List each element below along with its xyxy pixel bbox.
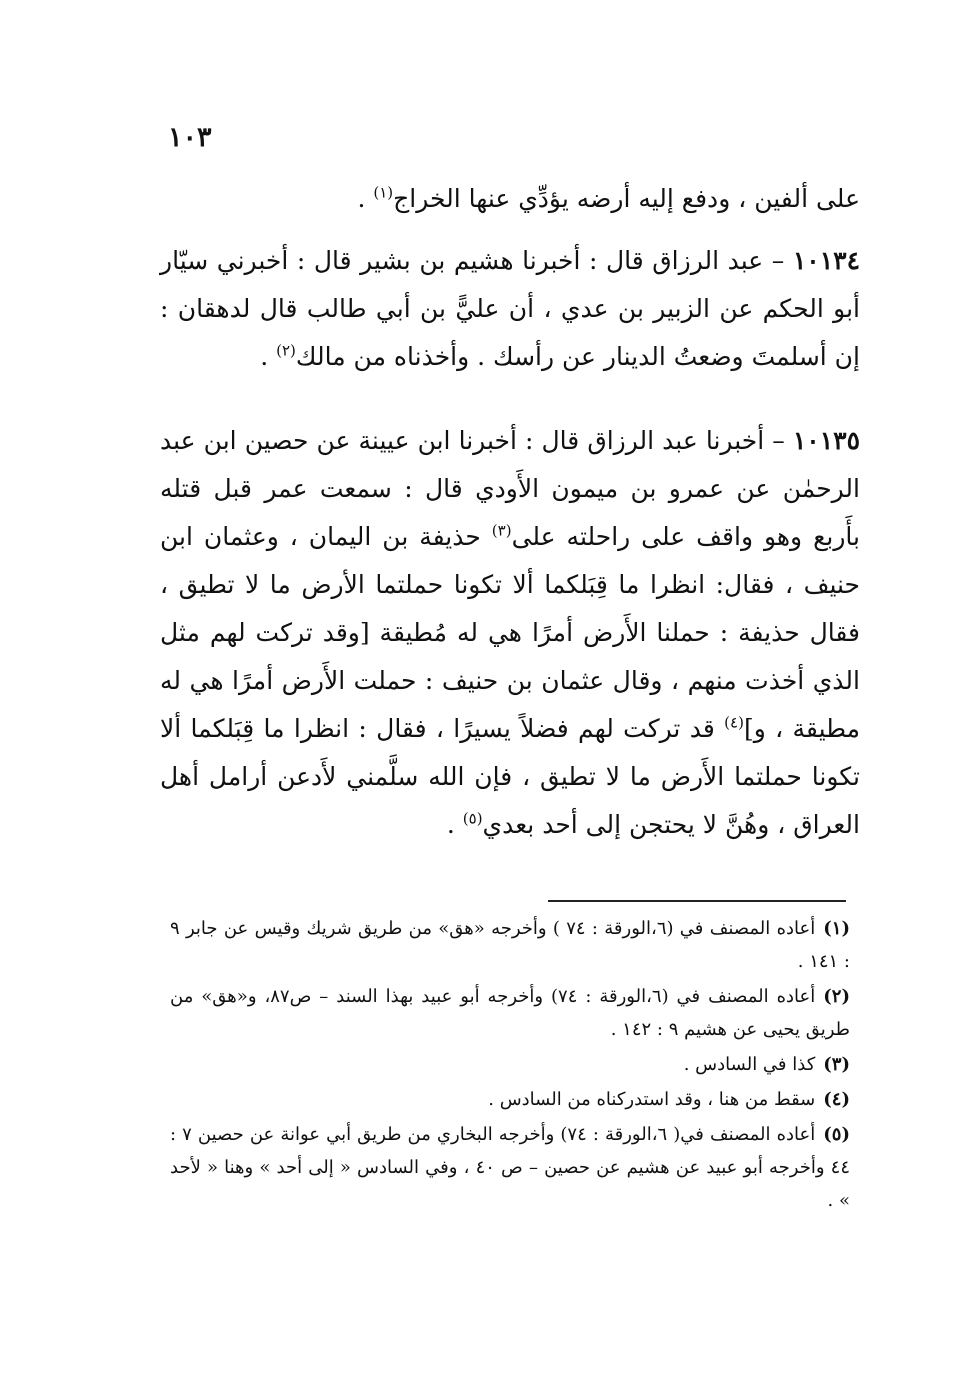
footnote-ref-2: (٢) [276,341,296,360]
footnote-ref-3: (٣) [491,521,512,540]
footnote-mark: (٤) [823,1089,850,1110]
main-text [160,175,860,849]
footnote-mark: (٥) [823,1124,850,1145]
page-number: ١٠٣ [168,122,212,153]
hadith-text: – أخبرنا عبد الرزاق قال : أخبرنا ابن عيينة عن حصين ابن عبد الرحمٰن عن عمرو بن ميمون الأَودي قال : سمعت عمر قبل قتله بأَربع وهو واقف على راحلته على [160,426,860,551]
hadith-text: حذيفة بن اليمان ، وعثمان ابن حنيف ، فقال: انظرا ما قِبَلكما ألا تكونا حملتما الأرض ما لا تطيق ، فقال حذيفة : حملنا الأَرض أمرًا هي له مُطيقة [وقد تركت لهم مثل الذي أخذت منهم ، وقال عثمان بن حنيف : حملت الأَرض أمرًا هي له مطيقة ، و] [160,522,861,743]
footnote-ref-4: (٤) [724,713,744,732]
footnote-mark: (٣) [823,1054,850,1075]
footnote-3 [170,1048,850,1081]
continuation-paragraph [160,175,860,223]
footnote-2 [170,980,850,1046]
hadith-text: قد تركت لهم فضلاً يسيرًا ، فقال : انظرا ما قِبَلكما ألا تكونا حملتما الأَرض ما لا تطيق ، فإن الله سلَّمني لأَدعن أرامل أهل العراق ، وهُنَّ لا يحتجن إلى أحد بعدي [160,714,860,839]
footnote-4 [170,1083,850,1116]
hadith-text: – عبد الرزاق قال : أخبرنا هشيم بن بشير قال : أخبرني سيّار أبو الحكم عن الزبير بن عدي ، أن عليًّ بن أبي طالب قال لدهقان : إن أسلمتَ وضعتُ الدينار عن رأسك . وأخذناه من مالك [160,246,860,371]
hadith-end: . [260,342,277,371]
footnote-1 [170,912,850,978]
footnote-text: أعاده المصنف في( ٦،الورقة : ٧٤) وأخرجه البخاري من طريق أبي عوانة عن حصين ٧ : ٤٤ وأخرجه أبو عبيد عن هشيم عن حصين – ص ٤٠ ، وفي السادس « إلى أحد » وهنا « لأحد » . [170,1124,850,1211]
continuation-end: . [357,184,374,213]
hadith-paragraph-10134 [160,237,860,381]
footnote-5 [170,1118,850,1217]
footnote-text: أعاده المصنف في (٦،الورقة : ٧٤) وأخرجه أبو عبيد بهذا السند – ص٨٧، و«هق» من طريق يحيى عن هشيم ٩ : ١٤٢ . [170,986,850,1040]
hadith-number: ١٠١٣٥ [792,426,860,455]
footnote-mark: (٢) [823,986,850,1007]
hadith-number: ١٠١٣٤ [792,246,860,275]
footnote-separator [548,900,846,902]
footnotes [170,912,850,1219]
footnote-ref-5: (٥) [462,809,483,828]
hadith-paragraph-10135 [160,417,860,849]
footnote-text: أعاده المصنف في (٦،الورقة : ٧٤ ) وأخرجه «هق» من طريق شريك وقيس عن جابر ٩ : ١٤١ . [170,918,850,972]
footnote-mark: (١) [823,918,850,939]
hadith-end: . [446,810,463,839]
footnote-text: كذا في السادس . [683,1054,816,1075]
continuation-text: على ألفين ، ودفع إليه أرضه يؤدِّي عنها الخراج [393,184,860,213]
footnote-ref-1: (١) [373,183,394,202]
footnote-text: سقط من هنا ، وقد استدركناه من السادس . [488,1089,816,1110]
